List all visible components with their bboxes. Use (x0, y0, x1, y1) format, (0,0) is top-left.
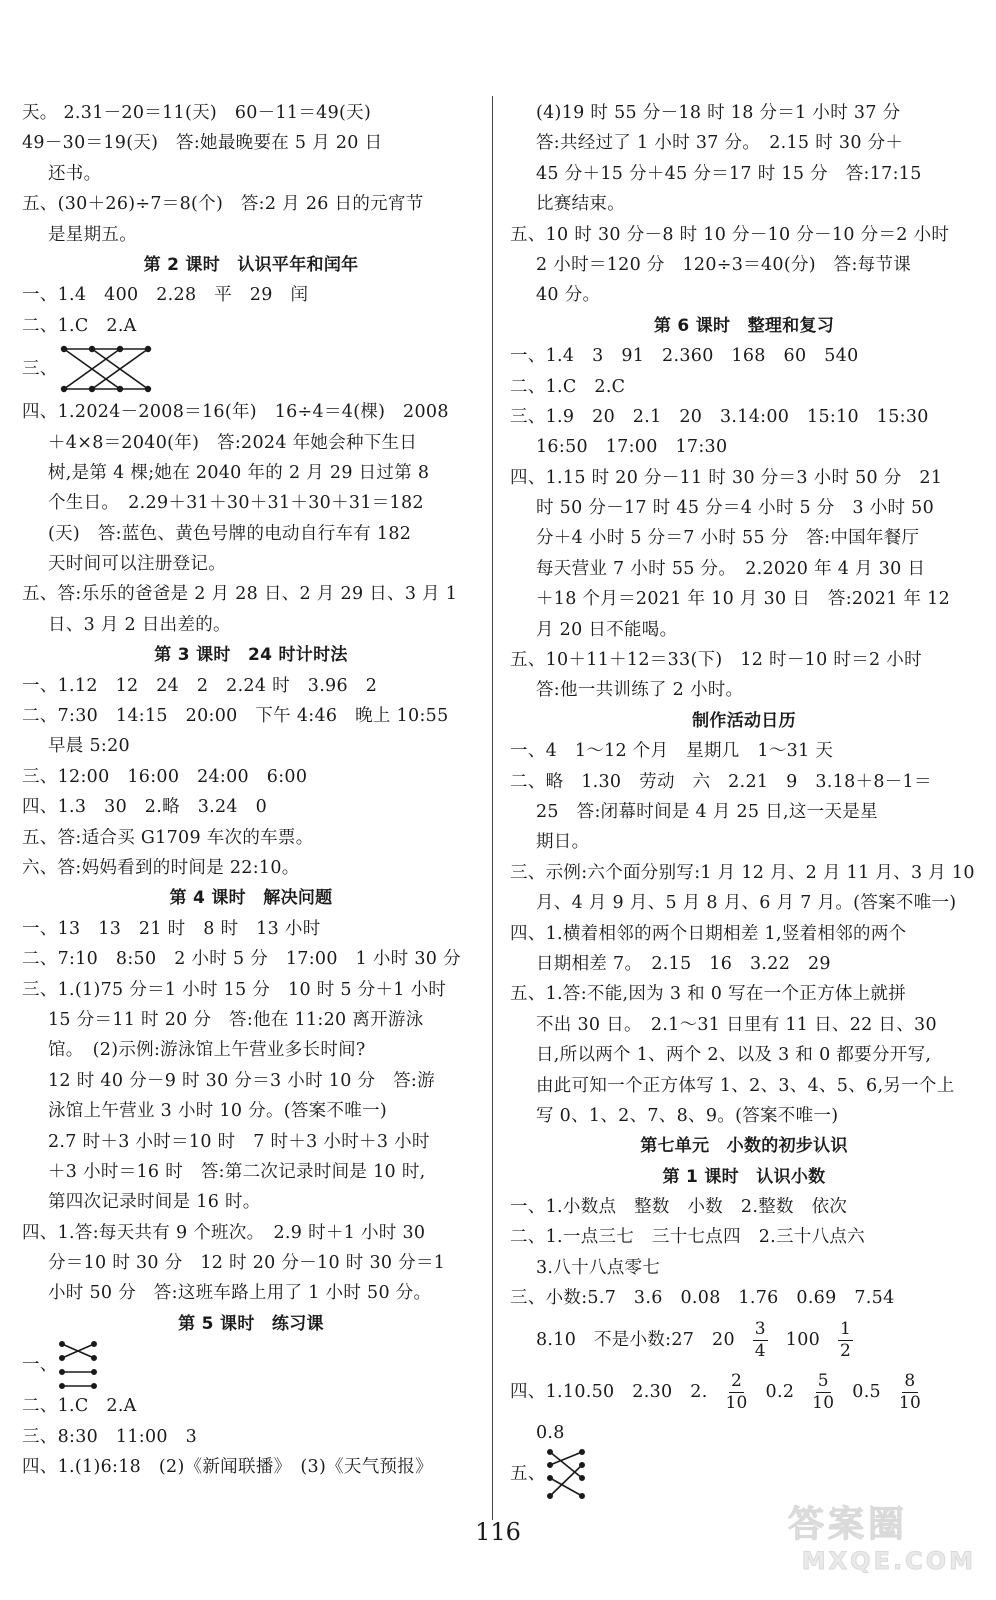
text-line: 100 (785, 1329, 821, 1350)
fraction: $\frac{1}{2}$ (839, 1318, 852, 1361)
text-line: 0.2 (765, 1381, 795, 1402)
text-line: 一、1.12 12 24 2 2.24 时 3.96 2 (22, 675, 378, 696)
text-line: 三、 (22, 359, 58, 380)
text-line: 日、3 月 2 日出差的。 (48, 614, 231, 635)
text-line: 四、1.3 30 2.略 3.24 0 (22, 797, 268, 818)
fraction-row (510, 1314, 978, 1366)
text-line: 日期相差 7。 2.15 16 3.22 29 (536, 953, 831, 974)
text-line: 三、小数:5.7 3.6 0.08 1.76 0.69 7.54 (510, 1288, 895, 1309)
text-line: (4)19 时 55 分－18 时 18 分＝1 小时 37 分 (536, 103, 901, 123)
text-line: 四、1.横着相邻的两个日期相差 1,竖着相邻的两个 (510, 923, 907, 944)
section-heading: 第 5 课时 练习课 (178, 1313, 324, 1334)
text-line: 40 分。 (536, 285, 601, 306)
text-line: 16:50 17:00 17:30 (536, 437, 728, 458)
text-line: 2 小时＝120 分 120÷3＝40(分) 答:每节课 (536, 254, 912, 275)
text-line: 月 20 日不能喝。 (536, 619, 678, 640)
text-line: 五、1.答:不能,因为 3 和 0 写在一个正方体上就拼 (510, 984, 907, 1005)
watermark-logo (788, 1496, 976, 1580)
watermark-top: 答案圈 (788, 1504, 909, 1545)
text-line: 25 答:闭幕时间是 4 月 25 日,这一天是星 (536, 801, 878, 822)
text-line: 时 50 分－17 时 45 分＝4 小时 5 分 3 小时 50 (536, 498, 935, 519)
page-number: 116 (475, 1518, 521, 1546)
text-line: 分＝10 时 30 分 12 时 20 分－10 时 30 分＝1 (48, 1253, 446, 1274)
text-line: 一、1.4 400 2.28 平 29 闰 (22, 285, 309, 306)
text-line: 个生日。 2.29＋31＋30＋31＋30＋31＝182 (48, 493, 424, 514)
text-line: 日,所以两个 1、两个 2、以及 3 和 0 都要分开写, (536, 1045, 932, 1066)
text-line: 三、1.9 20 2.1 20 3.14:00 15:10 15:30 (510, 406, 929, 427)
text-line: 一、 (22, 1355, 58, 1376)
text-line: 五、10 时 30 分－8 时 10 分－10 分－10 分＝2 小时 (510, 224, 950, 245)
text-line: 每天营业 7 小时 55 分。 2.2020 年 4 月 30 日 (536, 558, 926, 579)
text-line: 五、 (510, 1464, 546, 1485)
text-line: 二、7:30 14:15 20:00 下午 4:46 晚上 10:55 (22, 706, 449, 727)
text-line: 二、7:10 8:50 2 小时 5 分 17:00 1 小时 30 分 (22, 949, 461, 970)
unit-heading: 第七单元 小数的初步认识 (640, 1136, 848, 1157)
matching-lines-figure (546, 1448, 586, 1500)
fraction: $\frac{5}{10}$ (812, 1370, 835, 1413)
text-line: 天。 2.31－20＝11(天) 60－11＝49(天) (22, 103, 372, 123)
text-line: 一、1.4 3 91 2.360 168 60 540 (510, 346, 859, 367)
text-line: 六、答:妈妈看到的时间是 22:10。 (22, 857, 300, 878)
watermark-bottom: MXQE.COM (801, 1547, 976, 1575)
text-line: 第四次记录时间是 16 时。 (48, 1192, 261, 1213)
matching-row (510, 1448, 978, 1500)
text-line: ＋4×8＝2040(年) 答:2024 年她会种下生日 (48, 432, 418, 453)
text-line: 二、1.C 2.A (22, 315, 137, 336)
matching-lines-figure (58, 1340, 98, 1390)
text-line: 五、答:适合买 G1709 车次的车票。 (22, 827, 314, 848)
text-line: 15 分＝11 时 20 分 答:他在 11:20 离开游泳 (48, 1009, 424, 1030)
text-line: 树,是第 4 棵;她在 2040 年的 2 月 29 日过第 8 (48, 462, 430, 483)
text-line: 一、4 1～12 个月 星期几 1～31 天 (510, 741, 834, 762)
text-line: 答:他一共训练了 2 小时。 (536, 680, 744, 701)
section-heading: 制作活动日历 (692, 710, 796, 731)
text-line: 不出 30 日。 2.1～31 日里有 11 日、22 日、30 (536, 1014, 937, 1035)
text-line: 期日。 (536, 832, 590, 853)
text-line: 8.10 不是小数:27 20 (536, 1329, 735, 1350)
section-heading: 第 3 课时 24 时计时法 (154, 645, 348, 666)
text-line: 馆。 (2)示例:游泳馆上午营业多长时间? (48, 1040, 366, 1061)
text-line: 0.5 (852, 1381, 881, 1402)
text-line: (天) 答:蓝色、黄色号牌的电动自行车有 182 (48, 523, 412, 544)
section-heading: 第 2 课时 认识平年和闰年 (143, 254, 359, 275)
text-line: 是星期五。 (48, 224, 137, 245)
text-line: 二、1.C 2.A (22, 1396, 137, 1417)
text-line: 一、1.小数点 整数 小数 2.整数 依次 (510, 1197, 848, 1218)
text-line: 五、(30＋26)÷7＝8(个) 答:2 月 26 日的元宵节 (22, 194, 424, 215)
text-line: 月、4 月 9 月、5 月 8 月、6 月 7 月。(答案不唯一) (536, 893, 957, 914)
matching-lines-figure (58, 343, 154, 395)
text-line: 四、1.2024－2008＝16(年) 16÷4＝4(棵) 2008 (22, 402, 449, 423)
text-line: 三、12:00 16:00 24:00 6:00 (22, 766, 308, 787)
text-line: 三、示例:六个面分别写:1 月 12 月、2 月 11 月、3 月 10 (510, 862, 975, 883)
text-line: 2.7 时＋3 小时＝10 时 7 时＋3 小时＋3 小时 (48, 1131, 430, 1152)
text-line: 小时 50 分 答:这班车路上用了 1 小时 50 分。 (48, 1283, 432, 1304)
text-line: 四、1.15 时 20 分－11 时 30 分＝3 小时 50 分 21 (510, 467, 943, 488)
text-line: 45 分＋15 分＋45 分＝17 时 15 分 答:17:15 (536, 163, 922, 184)
text-line: ＋3 小时＝16 时 答:第二次记录时间是 10 时, (48, 1161, 426, 1182)
text-line: 四、1.10.50 2.30 2. (510, 1381, 708, 1402)
text-line: 一、13 13 21 时 8 时 13 小时 (22, 918, 321, 939)
right-column (510, 98, 978, 1500)
text-line: 二、略 1.30 劳动 六 2.21 9 3.18＋8－1＝ (510, 771, 932, 792)
section-heading: 第 6 课时 整理和复习 (653, 315, 835, 336)
left-column (22, 98, 480, 1482)
text-line: 分＋4 小时 5 分＝7 小时 55 分 答:中国年餐厅 (536, 528, 920, 549)
matching-row (22, 1339, 480, 1391)
text-line: 四、1.答:每天共有 9 个班次。 2.9 时＋1 小时 30 (22, 1222, 426, 1243)
text-line: 由此可知一个正方体写 1、2、3、4、5、6,另一个上 (536, 1075, 955, 1096)
text-line: 四、1.(1)6:18 (2)《新闻联播》 (3)《天气预报》 (22, 1457, 433, 1478)
text-line: 二、1.一点三七 三十七点四 2.三十八点六 (510, 1227, 865, 1248)
fraction: $\frac{3}{4}$ (754, 1318, 766, 1361)
section-heading: 第 4 课时 解决问题 (169, 888, 333, 909)
text-line: 写 0、1、2、7、8、9。(答案不唯一) (536, 1105, 839, 1126)
text-line: 答:共经过了 1 小时 37 分。 2.15 时 30 分＋ (536, 133, 904, 154)
fraction: $\frac{2}{10}$ (725, 1370, 748, 1413)
text-line: 0.8 (536, 1422, 565, 1443)
text-line: 泳馆上午营业 3 小时 10 分。(答案不唯一) (48, 1101, 388, 1122)
text-line: 五、10＋11＋12＝33(下) 12 时－10 时＝2 小时 (510, 650, 922, 671)
text-line: 二、1.C 2.C (510, 376, 626, 397)
text-line: 早晨 5:20 (48, 736, 130, 757)
fraction-row (510, 1366, 978, 1418)
text-line: 12 时 40 分－9 时 30 分＝3 小时 10 分 答:游 (48, 1070, 435, 1091)
text-line: 天时间可以注册登记。 (48, 554, 226, 575)
text-line: 3.八十八点零七 (536, 1257, 661, 1278)
text-line: 五、答:乐乐的爸爸是 2 月 28 日、2 月 29 日、3 月 1 (22, 584, 458, 605)
fraction: $\frac{8}{10}$ (898, 1370, 922, 1413)
text-line: 49－30＝19(天) 答:她最晚要在 5 月 20 日 (22, 133, 383, 154)
text-line: 比赛结束。 (536, 194, 625, 215)
matching-row (22, 341, 480, 397)
text-line: 三、1.(1)75 分＝1 小时 15 分 10 时 5 分＋1 小时 (22, 979, 447, 1000)
section-heading: 第 1 课时 认识小数 (662, 1166, 826, 1187)
text-line: 三、8:30 11:00 3 (22, 1426, 198, 1447)
column-divider (492, 96, 493, 1520)
text-line: 还书。 (48, 163, 102, 184)
text-line: ＋18 个月＝2021 年 10 月 30 日 答:2021 年 12 (536, 589, 951, 610)
